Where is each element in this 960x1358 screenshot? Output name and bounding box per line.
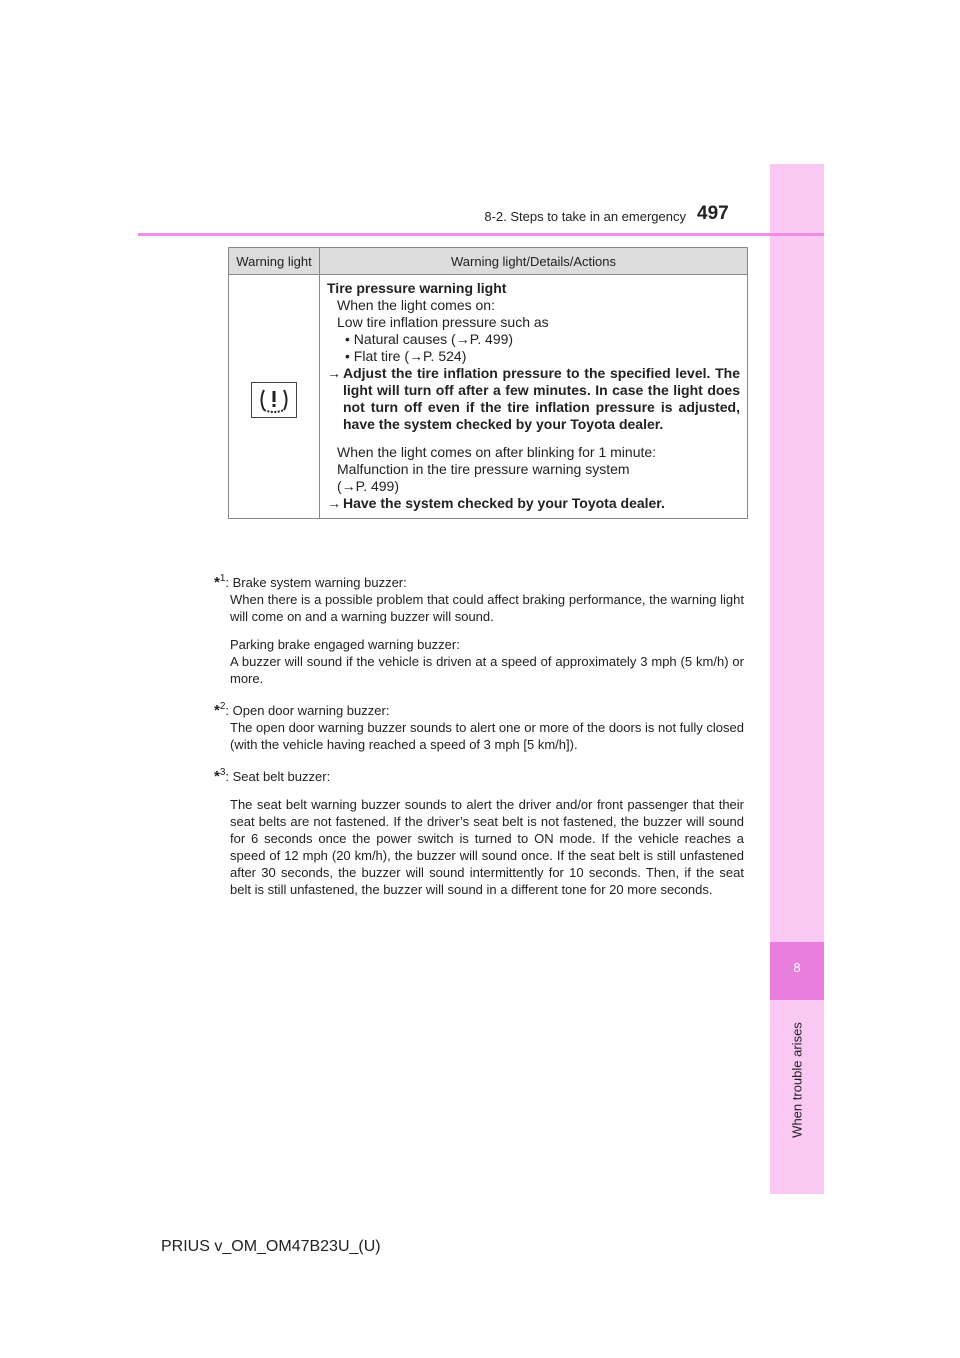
- footnote-subheading: Parking brake engaged warning buzzer:: [230, 637, 460, 652]
- chapter-title: When trouble arises: [789, 1022, 805, 1138]
- blink-cause: Malfunction in the tire pressure warning system: [337, 461, 630, 477]
- tire-pressure-warning-icon: [251, 382, 297, 418]
- cause-bullet: • Flat tire (→P. 524): [345, 348, 467, 364]
- warning-light-name: Tire pressure warning light: [327, 280, 507, 296]
- section-title: 8-2. Steps to take in an emergency: [484, 209, 686, 224]
- warning-details-cell: [320, 275, 748, 519]
- footnote-1: [214, 570, 744, 687]
- table-header-warning-light: Warning light: [229, 248, 320, 275]
- footnote-heading: : Brake system warning buzzer:: [225, 575, 407, 590]
- footnote-heading: : Open door warning buzzer:: [225, 703, 390, 718]
- footnote-marker: *$^1$: [214, 573, 226, 591]
- footnotes: [214, 570, 744, 898]
- chapter-number: 8: [793, 960, 801, 975]
- arrow-icon: →: [327, 365, 341, 381]
- page-reference: (→P. 499): [337, 478, 399, 494]
- blink-condition: When the light comes on after blinking for 1 minute:: [337, 444, 657, 460]
- footnote-3: [214, 764, 744, 898]
- warning-light-cell: [229, 275, 320, 519]
- cause-text: Low tire inflation pressure such as: [337, 314, 549, 330]
- action-text: Adjust the tire inflation pressure to the specified level. The light will turn off after a few minutes. In case the light does not turn off even if the tire inflation pressure is adjusted, have the system checked by your Toyota dealer.: [343, 365, 740, 432]
- action-text: Have the system checked by your Toyota dealer.: [343, 495, 665, 511]
- table-header-details: Warning light/Details/Actions: [320, 248, 748, 275]
- footnote-text: The open door warning buzzer sounds to alert one or more of the doors is not fully closed (with the vehicle having reached a speed of 3 mph [5 km/h]).: [230, 720, 744, 752]
- footnote-text: A buzzer will sound if the vehicle is driven at a speed of approximately 3 mph (5 km/h) or more.: [230, 654, 744, 686]
- footnote-text: When there is a possible problem that could affect braking performance, the warning light will come on and a warning buzzer will sound.: [230, 592, 744, 624]
- page-number: 497: [697, 203, 729, 224]
- table-row: [229, 275, 748, 519]
- cause-bullet: • Natural causes (→P. 499): [345, 331, 514, 347]
- warning-light-table: [228, 247, 748, 519]
- arrow-icon: →: [327, 495, 341, 511]
- footnote-marker: *$^2$: [214, 701, 226, 719]
- footnote-2: [214, 698, 744, 753]
- footnote-text: The seat belt warning buzzer sounds to alert the driver and/or front passenger that their seat belts are not fastened. If the driver’s seat belt is not fastened, the buzzer will sound for 6 seconds once the power switch is turned to ON mode. If the vehicle reaches a speed of 12 mph (20 km/h), the buzzer will sound once. If the seat belt is still unfastened after 30 seconds, the buzzer will sound intermittently for 10 seconds. Then, if the seat belt is still unfastened, the buzzer will sound in a different tone for 20 more seconds.: [230, 797, 744, 897]
- footnote-marker: *$^3$: [214, 767, 226, 785]
- header-divider: [138, 233, 824, 236]
- when-on-label: When the light comes on:: [337, 297, 495, 313]
- footnote-heading: : Seat belt buzzer:: [225, 769, 331, 784]
- document-code: PRIUS v_OM_OM47B23U_(U): [161, 1238, 381, 1255]
